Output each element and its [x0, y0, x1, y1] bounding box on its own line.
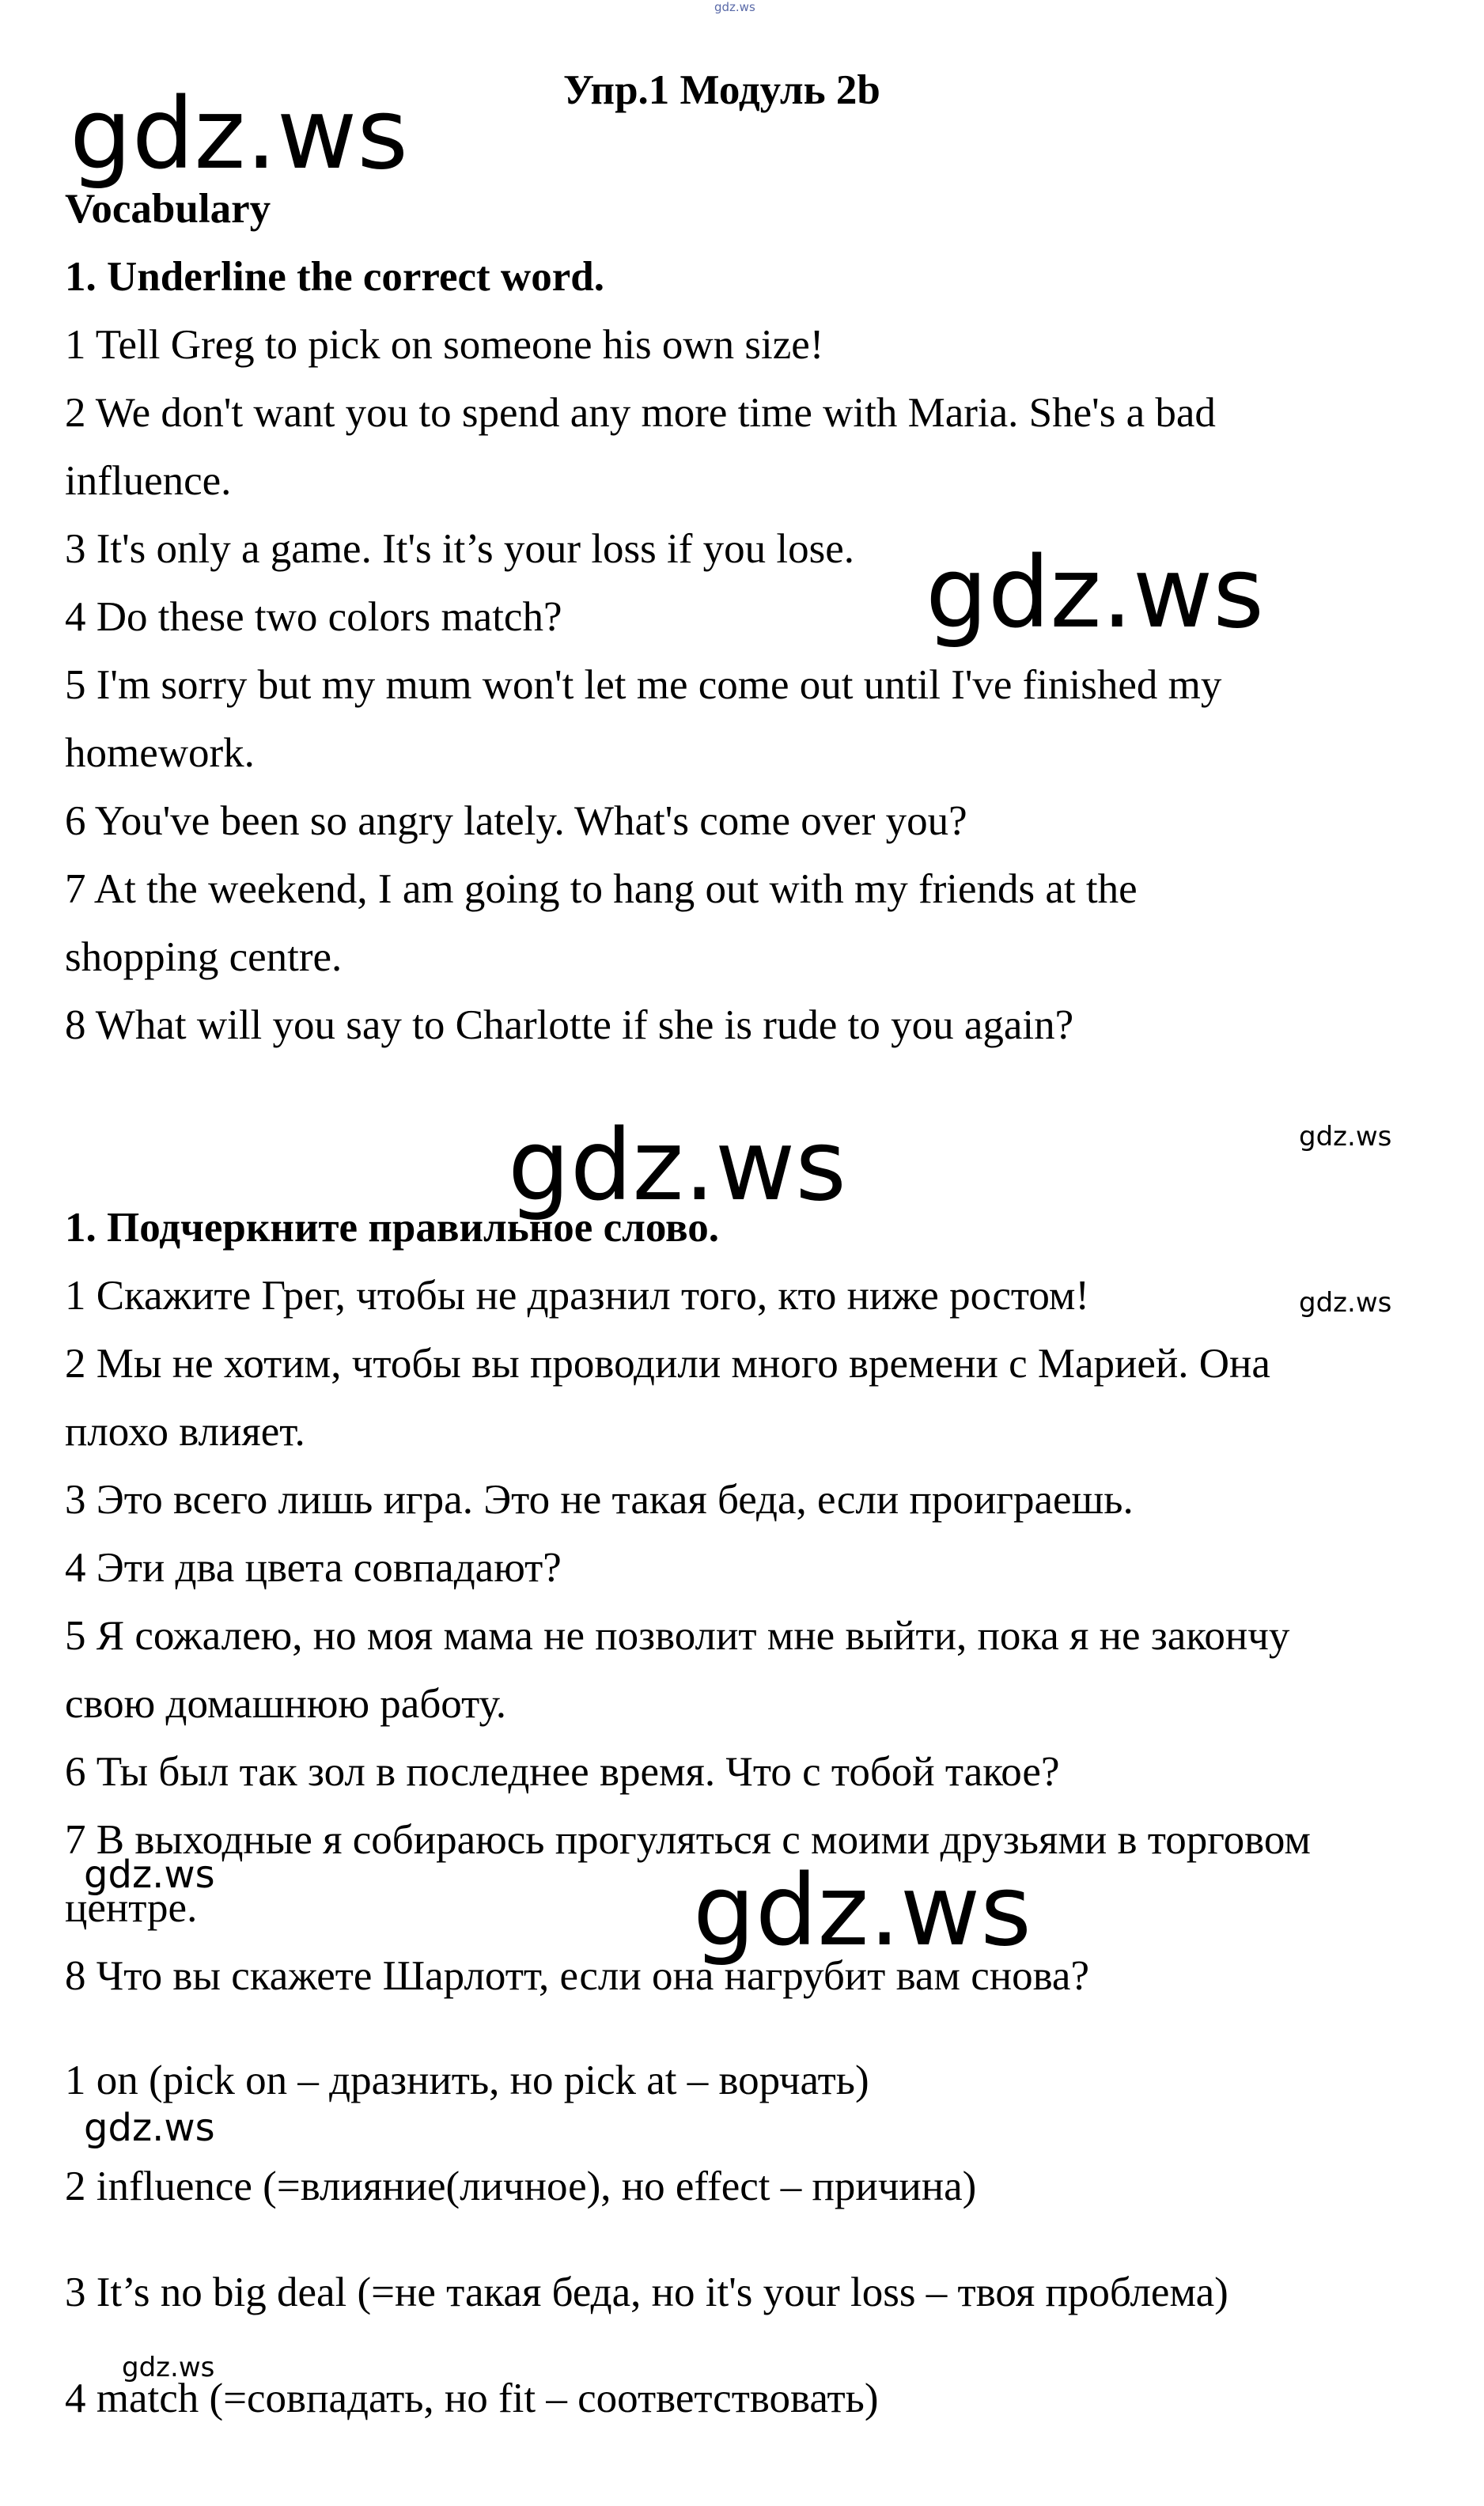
- section-title: Vocabulary: [65, 186, 271, 232]
- top-watermark: gdz.ws: [714, 0, 755, 14]
- russian-sentence-5-cont: свою домашнюю работу.: [65, 1681, 507, 1727]
- russian-sentence-1: 1 Скажите Грег, чтобы не дразнил того, кто ниже ростом!: [65, 1273, 1090, 1319]
- watermark-large: gdz.ws: [926, 536, 1264, 650]
- exercise-header: Упр.1 Модуль 2b: [563, 67, 880, 113]
- english-sentence-4: 4 Do these two colors match?: [65, 594, 562, 640]
- watermark-large: gdz.ws: [508, 1109, 846, 1223]
- english-sentence-5-cont: homework.: [65, 730, 255, 776]
- answer-1: 1 on (pick on – дразнить, но pick at – ворчать): [65, 2057, 869, 2103]
- russian-sentence-2: 2 Мы не хотим, чтобы вы проводили много времени с Марией. Она: [65, 1341, 1270, 1387]
- answer-3: 3 It’s no big deal (=не такая беда, но it's your loss – твоя проблема): [65, 2269, 1228, 2315]
- watermark-small: gdz.ws: [1299, 1121, 1392, 1153]
- watermark-medium: gdz.ws: [84, 2106, 215, 2150]
- watermark-medium: gdz.ws: [84, 1853, 215, 1897]
- russian-task-title: 1. Подчеркните правильное слово.: [65, 1205, 720, 1251]
- russian-sentence-6: 6 Ты был так зол в последнее время. Что с тобой такое?: [65, 1749, 1060, 1795]
- english-sentence-5: 5 I'm sorry but my mum won't let me come out until I've finished my: [65, 662, 1222, 708]
- russian-sentence-7: 7 В выходные я собираюсь прогуляться с моими друзьями в торговом: [65, 1817, 1311, 1863]
- english-sentence-7: 7 At the weekend, I am going to hang out with my friends at the: [65, 866, 1138, 912]
- russian-sentence-7-cont: центре.: [65, 1885, 198, 1931]
- english-sentence-2-cont: influence.: [65, 458, 232, 504]
- russian-sentence-3: 3 Это всего лишь игра. Это не такая беда, если проиграешь.: [65, 1477, 1134, 1523]
- english-sentence-6: 6 You've been so angry lately. What's come over you?: [65, 798, 967, 844]
- russian-sentence-5: 5 Я сожалею, но моя мама не позволит мне выйти, пока я не закончу: [65, 1613, 1290, 1659]
- english-sentence-3: 3 It's only a game. It's it’s your loss if you lose.: [65, 526, 855, 572]
- english-sentence-2: 2 We don't want you to spend any more time with Maria. She's a bad: [65, 390, 1216, 436]
- english-sentence-1: 1 Tell Greg to pick on someone his own size!: [65, 322, 824, 368]
- russian-sentence-4: 4 Эти два цвета совпадают?: [65, 1545, 562, 1591]
- answer-2: 2 influence (=влияние(личное), но effect – причина): [65, 2163, 977, 2209]
- watermark-large: gdz.ws: [70, 78, 408, 191]
- english-sentence-8: 8 What will you say to Charlotte if she is rude to you again?: [65, 1002, 1074, 1048]
- answer-4: 4 match (=совпадать, но fit – соответствовать): [65, 2375, 879, 2421]
- russian-sentence-8: 8 Что вы скажете Шарлотт, если она нагрубит вам снова?: [65, 1953, 1089, 1999]
- russian-sentence-2-cont: плохо влияет.: [65, 1409, 305, 1455]
- english-task-title: 1. Underline the correct word.: [65, 254, 604, 300]
- watermark-small: gdz.ws: [122, 2352, 215, 2383]
- english-sentence-7-cont: shopping centre.: [65, 934, 343, 980]
- watermark-small: gdz.ws: [1299, 1287, 1392, 1319]
- watermark-large: gdz.ws: [693, 1854, 1032, 1968]
